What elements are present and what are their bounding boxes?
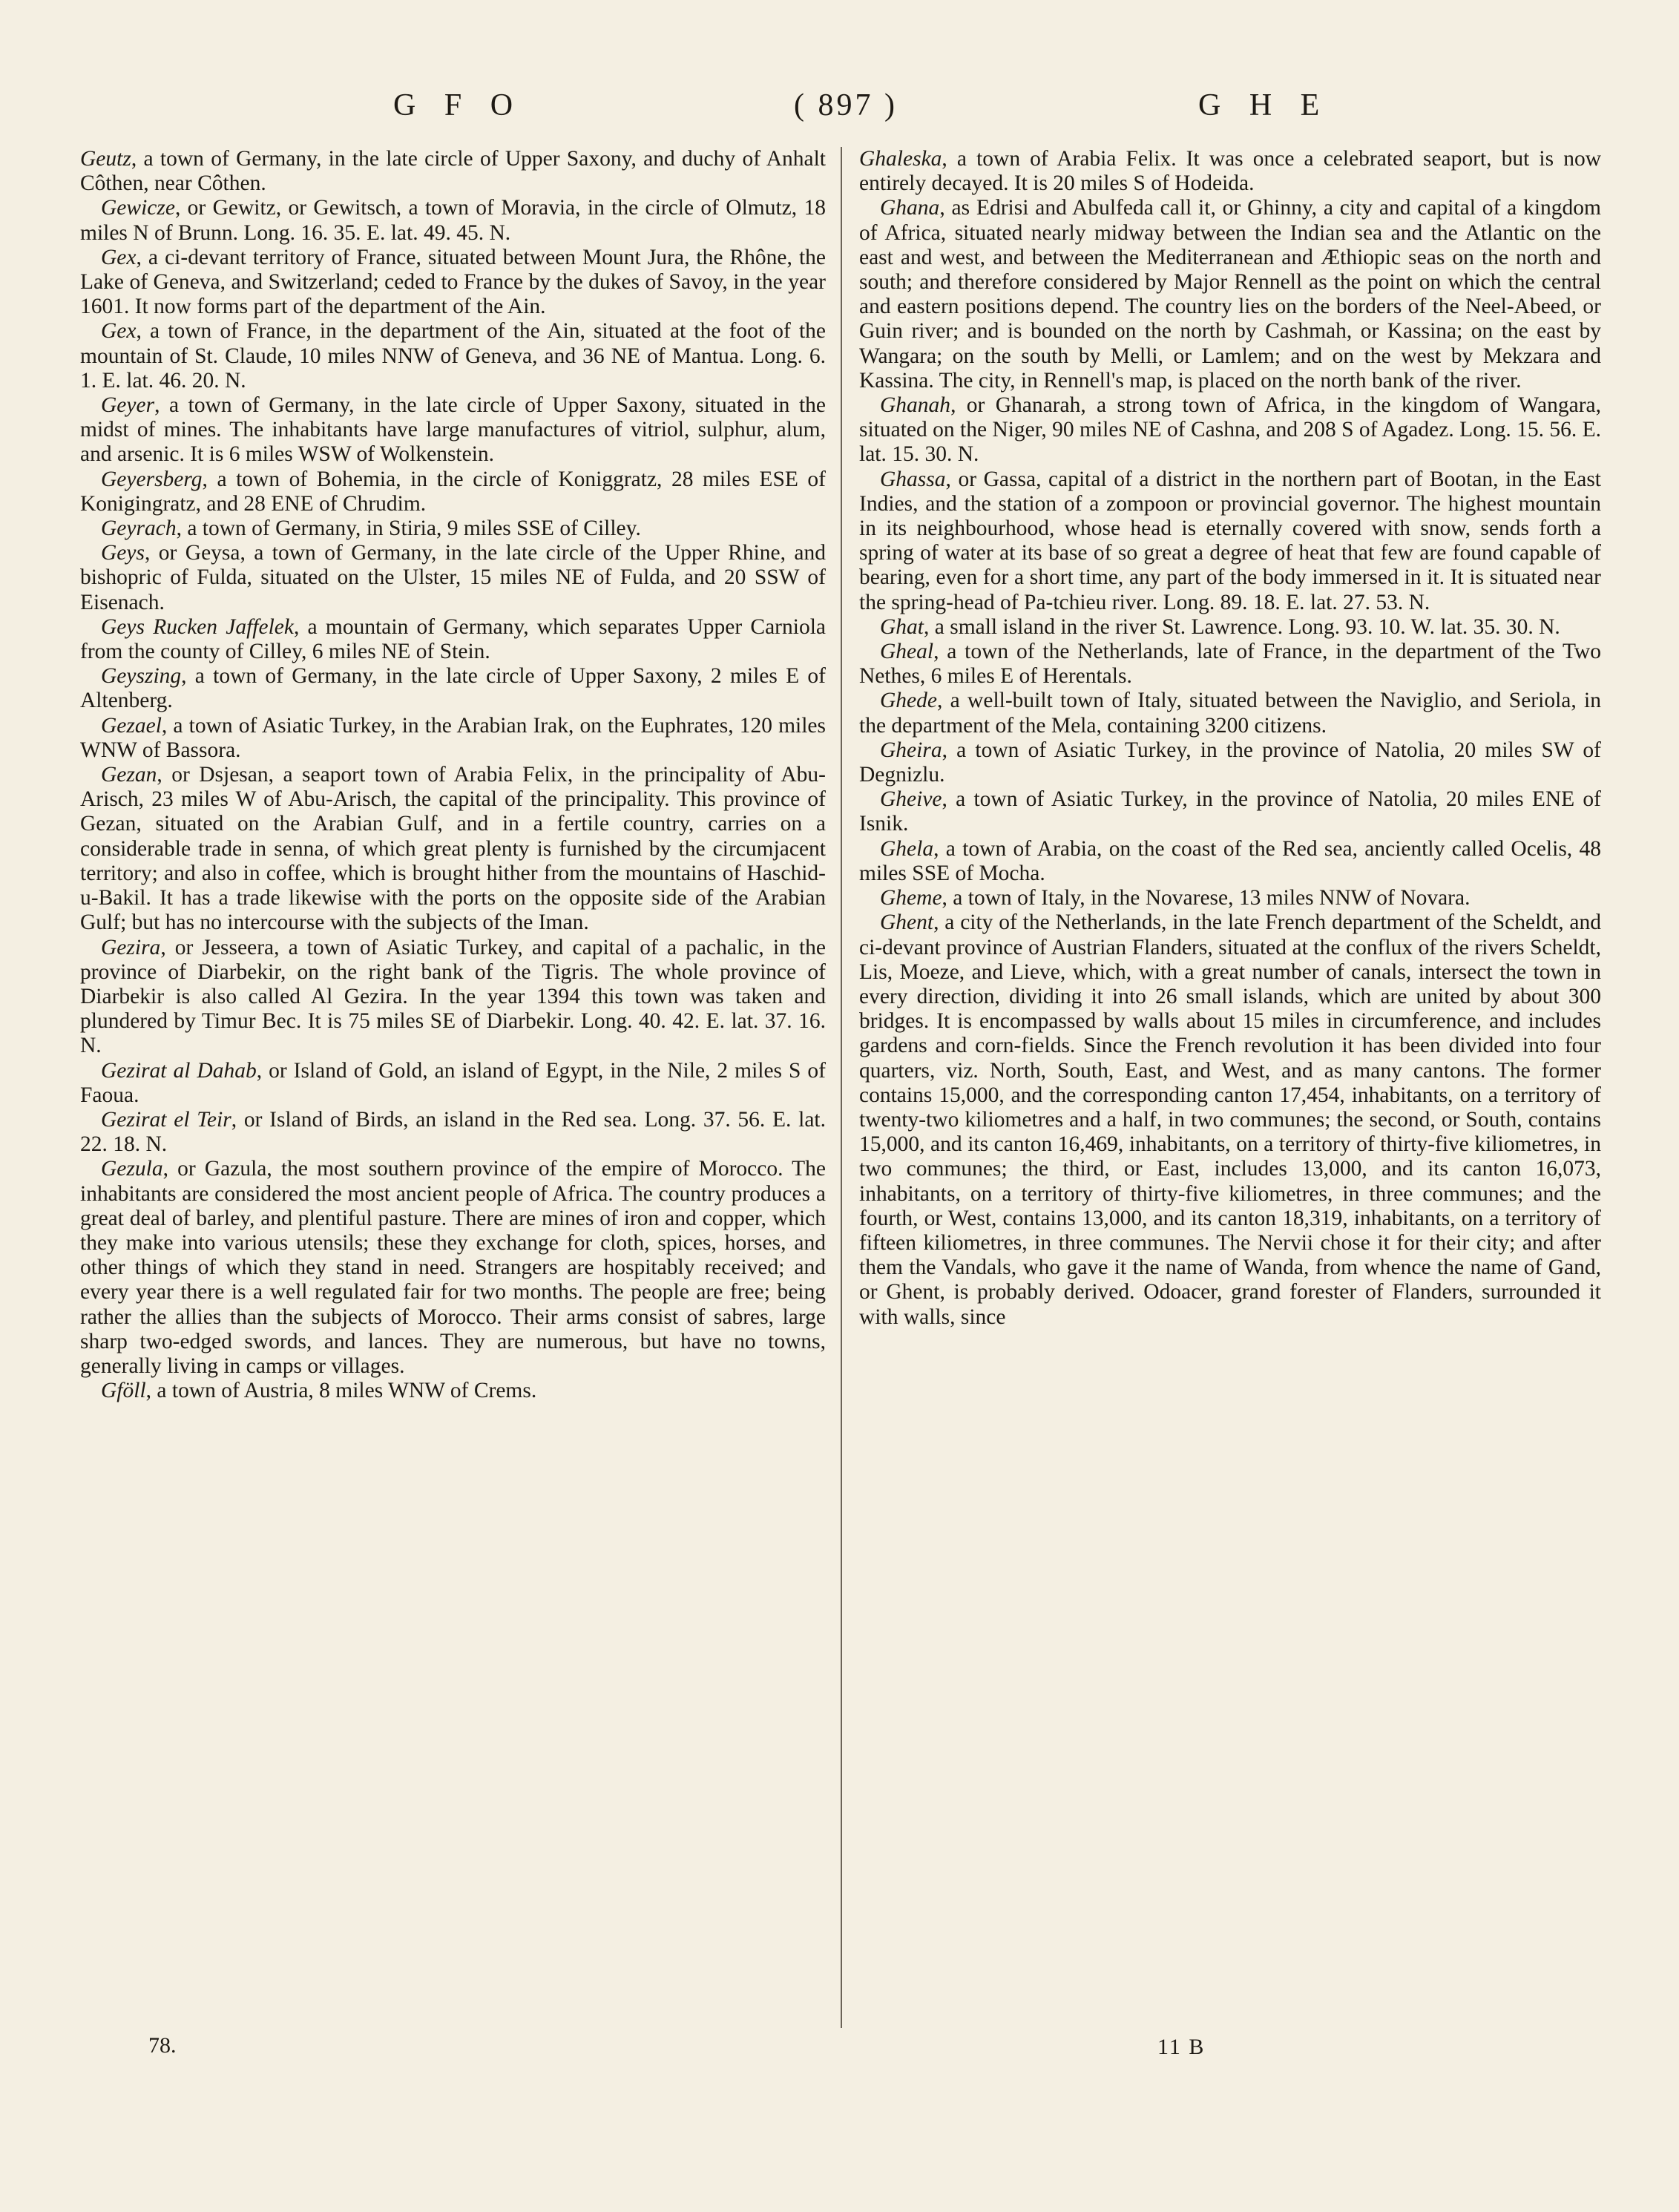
entry-headword: Gheal xyxy=(880,640,934,664)
entry-text: , a ci-devant territory of France, situated between Mount Jura, the Rhône, the Lake of Geneva, and Switzerland; ceded to France by the dukes of Savoy, in the year 1601. It now forms part of the department of the Ain. xyxy=(80,245,826,319)
entry-text: , as Edrisi and Abulfeda call it, or Ghinny, a city and capital of a kingdom of Africa, situated nearly midway between the Indian sea and the Atlantic on the east and west, and between the Mediterranean and Æthiopic seas on the north and south; and therefore considered by Major Rennell as the point on which the central and eastern positions depend. The country lies on the borders of the Neel-Abeed, or Guin river; and is bounded on the north by Cashmah, or Kassina; on the east by Wangara; on the south by Melli, or Lamlem; and on the west by Mekzara and Kassina. The city, in Rennell's map, is placed on the north bank of the river. xyxy=(859,196,1601,393)
entry-headword: Ghent xyxy=(880,910,934,935)
gazetteer-entry xyxy=(859,689,1601,738)
gazetteer-entry xyxy=(80,467,826,516)
entry-headword: Ghassa xyxy=(880,467,946,491)
gazetteer-entry xyxy=(80,1379,826,1403)
gazetteer-entry xyxy=(859,837,1601,886)
entry-text: , or Gewitz, or Gewitsch, a town of Moravia, in the circle of Olmutz, 18 miles N of Brunn. Long. 16. 35. E. lat. 49. 45. N. xyxy=(80,196,826,245)
entry-headword: Gezula xyxy=(101,1157,163,1181)
gazetteer-entry xyxy=(80,1108,826,1157)
entry-headword: Geutz xyxy=(80,147,131,171)
entry-text: , or Gazula, the most southern province of the empire of Morocco. The inhabitants are considered the most ancient people of Africa. The country produces a great deal of barley, and plentiful pasture. There are mines of iron and copper, which they make into various utensils; these they exchange for cloth, spices, horses, and other things of which they stand in need. Strangers are hospitably received; and every year there is a well regulated fair for two months. The people are free; being rather the allies than the subjects of Morocco. Their arms consist of sabres, large sharp two-edged swords, and lances. They are numerous, but have no towns, generally living in camps or villages. xyxy=(80,1157,826,1378)
gazetteer-entry xyxy=(859,467,1601,615)
entry-headword: Gex xyxy=(101,319,137,344)
gazetteer-entry xyxy=(80,1157,826,1379)
header-left-catchword: G F O xyxy=(393,88,524,122)
entry-text: , a town of Arabia Felix. It was once a celebrated seaport, but is now entirely decayed. It is 20 miles S of Hodeida. xyxy=(859,147,1601,196)
gazetteer-entry xyxy=(859,393,1601,467)
gazetteer-entry xyxy=(859,910,1601,1329)
entry-headword: Ghela xyxy=(880,836,934,861)
entry-text: , a city of the Netherlands, in the late French department of the Scheldt, and ci-devant province of Austrian Flanders, situated at the conflux of the rivers Scheldt, Lis, Moeze, and Lieve, which, with a great number of canals, intersect the town in every direction, dividing it into 26 small islands, which are united by about 300 bridges. It is encompassed by walls about 15 miles in circumference, and includes gardens and corn-fields. Since the French revolution it has been divided into four quarters, viz. North, South, East, and West, and as many cantons. The former contains 15,000, and the corresponding canton 17,454, inhabitants, on a territory of twenty-two kiliometres and a half, in two communes; the second, or South, contains 15,000, and its canton 16,469, inhabitants, on a territory of thirty-five kiliometres, in two communes; the third, or East, includes 13,000, and its canton 16,073, inhabitants, on a territory of thirty-five kiliometres, in three communes; and the fourth, or West, contains 13,000, and its canton 18,319, inhabitants, on a territory of fifteen kiliometres, in three communes. The Nervii chose it for their city; and after them the Vandals, who gave it the name of Wanda, from whence the name of Gand, or Ghent, is probably derived. Odoacer, grand forester of Flanders, surrounded it with walls, since xyxy=(859,910,1601,1329)
left-column xyxy=(80,147,826,1403)
sheet-mark: 11 B xyxy=(1157,2035,1206,2059)
gazetteer-entry xyxy=(80,196,826,245)
gazetteer-entry xyxy=(859,615,1601,640)
entry-text: , a mountain of Germany, which separates Upper Carniola from the county of Cilley, 6 miles NE of Stein. xyxy=(80,614,826,664)
gazetteer-entry xyxy=(80,936,826,1059)
entry-text: , a town of Germany, in the late circle of Upper Saxony, and duchy of Anhalt Côthen, near Côthen. xyxy=(80,147,826,196)
gazetteer-entry xyxy=(80,615,826,664)
entry-text: , or Gassa, capital of a district in the northern part of Bootan, in the East Indies, and the station of a zompoon or provincial governor. The highest mountain in its neighbourhood, whose head is eternally covered with snow, sends forth a spring of water at its base of so great a degree of heat that few are found capable of bearing, even for a short time, any part of the body immersed in it. It is situated near the spring-head of Pa-tchieu river. Long. 89. 18. E. lat. 27. 53. N. xyxy=(859,467,1601,614)
entry-headword: Ghede xyxy=(880,689,937,713)
entry-headword: Ghat xyxy=(880,614,924,639)
entry-headword: Gheira xyxy=(880,738,942,762)
entry-text: , a small island in the river St. Lawrence. Long. 93. 10. W. lat. 35. 30. N. xyxy=(924,614,1560,639)
entry-headword: Gex xyxy=(101,245,137,269)
entry-headword: Gezirat al Dahab xyxy=(101,1058,257,1083)
entry-text: , or Dsjesan, a seaport town of Arabia Felix, in the principality of Abu-Arisch, 23 miles W of Abu-Arisch, the capital of the principality. This province of Gezan, situated on the Arabian Gulf, and in a fertile country, carries on a considerable trade in senna, of which great plenty is furnished by the circumjacent territory; and also in coffee, which is brought hither from the mountains of Haschid-u-Bakil. It has a trade likewise with the ports on the opposite side of the Arabian Gulf; but has no intercourse with the subjects of the Iman. xyxy=(80,763,826,935)
entry-headword: Geyrach xyxy=(101,516,177,541)
gazetteer-entry xyxy=(80,1059,826,1108)
entry-text: , or Jesseera, a town of Asiatic Turkey, and capital of a pachalic, in the province of Diarbekir, on the right bank of the Tigris. The whole province of Diarbekir is also called Al Gezira. In the year 1394 this town was taken and plundered by Timur Bec. It is 75 miles SE of Diarbekir. Long. 40. 42. E. lat. 37. 16. N. xyxy=(80,935,826,1058)
gazetteer-entry xyxy=(80,541,826,615)
entry-text: , a town of Asiatic Turkey, in the province of Natolia, 20 miles SW of Degnizlu. xyxy=(859,738,1601,787)
gazetteer-entry xyxy=(80,319,826,393)
entry-headword: Gezael xyxy=(101,713,162,738)
entry-headword: Ghanah xyxy=(880,393,951,418)
entry-headword: Gheive xyxy=(880,787,942,812)
entry-headword: Gewicze xyxy=(101,196,175,220)
entry-headword: Gezan xyxy=(101,763,157,787)
gazetteer-entry xyxy=(859,787,1601,836)
gazetteer-entry xyxy=(859,738,1601,787)
entry-text: , a town of Germany, in the late circle of Upper Saxony, situated in the midst of mines. The inhabitants have large manufactures of vitriol, sulphur, alum, and arsenic. It is 6 miles WSW of Wolkenstein. xyxy=(80,393,826,467)
running-header xyxy=(0,88,1679,132)
header-right-catchword: G H E xyxy=(1198,88,1330,122)
gazetteer-entry xyxy=(80,763,826,935)
entry-text: , a town of Asiatic Turkey, in the province of Natolia, 20 miles ENE of Isnik. xyxy=(859,787,1601,836)
entry-text: , a town of Germany, in the late circle of Upper Saxony, 2 miles E of Altenberg. xyxy=(80,664,826,713)
entry-text: , or Island of Birds, an island in the Red sea. Long. 37. 56. E. lat. 22. 18. N. xyxy=(80,1107,826,1157)
entry-headword: Ghaleska xyxy=(859,147,942,171)
gazetteer-entry xyxy=(80,516,826,541)
entry-text: , a town of France, in the department of the Ain, situated at the foot of the mountain of St. Claude, 10 miles NNW of Geneva, and 36 NE of Mantua. Long. 6. 1. E. lat. 46. 20. N. xyxy=(80,319,826,393)
right-column xyxy=(859,147,1601,1330)
gazetteer-entry xyxy=(859,147,1601,196)
gazetteer-entry xyxy=(859,640,1601,689)
entry-text: , a town of Bohemia, in the circle of Koniggratz, 28 miles ESE of Konigingratz, and 28 ENE of Chrudim. xyxy=(80,467,826,516)
entry-text: , a town of Asiatic Turkey, in the Arabian Irak, on the Euphrates, 120 miles WNW of Bassora. xyxy=(80,713,826,762)
gazetteer-entry xyxy=(80,246,826,320)
entry-headword: Gheme xyxy=(880,886,942,910)
gazetteer-entry xyxy=(80,664,826,713)
entry-text: , a town of Austria, 8 miles WNW of Crems. xyxy=(145,1379,537,1403)
entry-text: , a town of Arabia, on the coast of the Red sea, anciently called Ocelis, 48 miles SSE of Mocha. xyxy=(859,836,1601,885)
page-number: ( 897 ) xyxy=(794,88,898,122)
gazetteer-entry xyxy=(80,393,826,467)
entry-headword: Geys xyxy=(101,541,145,565)
entry-text: , or Geysa, a town of Germany, in the late circle of the Upper Rhine, and bishopric of Fulda, situated on the Ulster, 15 miles NE of Fulda, and 20 SSW of Eisenach. xyxy=(80,541,826,614)
entry-headword: Geys Rucken Jaffelek xyxy=(101,614,294,639)
entry-text: , a town of Germany, in Stiria, 9 miles SSE of Cilley. xyxy=(176,516,641,541)
entry-headword: Gföll xyxy=(101,1379,146,1403)
entry-text: , or Ghanarah, a strong town of Africa, in the kingdom of Wangara, situated on the Niger, 90 miles NE of Cashna, and 208 S of Agadez. Long. 15. 56. E. lat. 15. 30. N. xyxy=(859,393,1602,467)
gazetteer-entry xyxy=(859,886,1601,910)
entry-headword: Ghana xyxy=(880,196,940,220)
entry-text: , a well-built town of Italy, situated between the Naviglio, and Seriola, in the department of the Mela, containing 3200 citizens. xyxy=(859,689,1601,738)
column-divider xyxy=(841,147,842,2028)
entry-text: , a town of Italy, in the Novarese, 13 miles NNW of Novara. xyxy=(942,886,1471,910)
entry-text: , or Island of Gold, an island of Egypt, in the Nile, 2 miles S of Faoua. xyxy=(80,1058,826,1107)
entry-headword: Geyersberg xyxy=(101,467,203,491)
gazetteer-entry xyxy=(859,196,1601,393)
gazetteer-entry xyxy=(80,714,826,763)
entry-headword: Geyer xyxy=(101,393,155,418)
signature-mark: 78. xyxy=(148,2033,177,2058)
entry-headword: Gezirat el Teir xyxy=(101,1107,231,1132)
entry-text: , a town of the Netherlands, late of France, in the department of the Two Nethes, 6 miles E of Herentals. xyxy=(859,640,1601,689)
gazetteer-entry xyxy=(80,147,826,196)
entry-headword: Geyszing xyxy=(101,664,182,689)
entry-headword: Gezira xyxy=(101,935,161,959)
